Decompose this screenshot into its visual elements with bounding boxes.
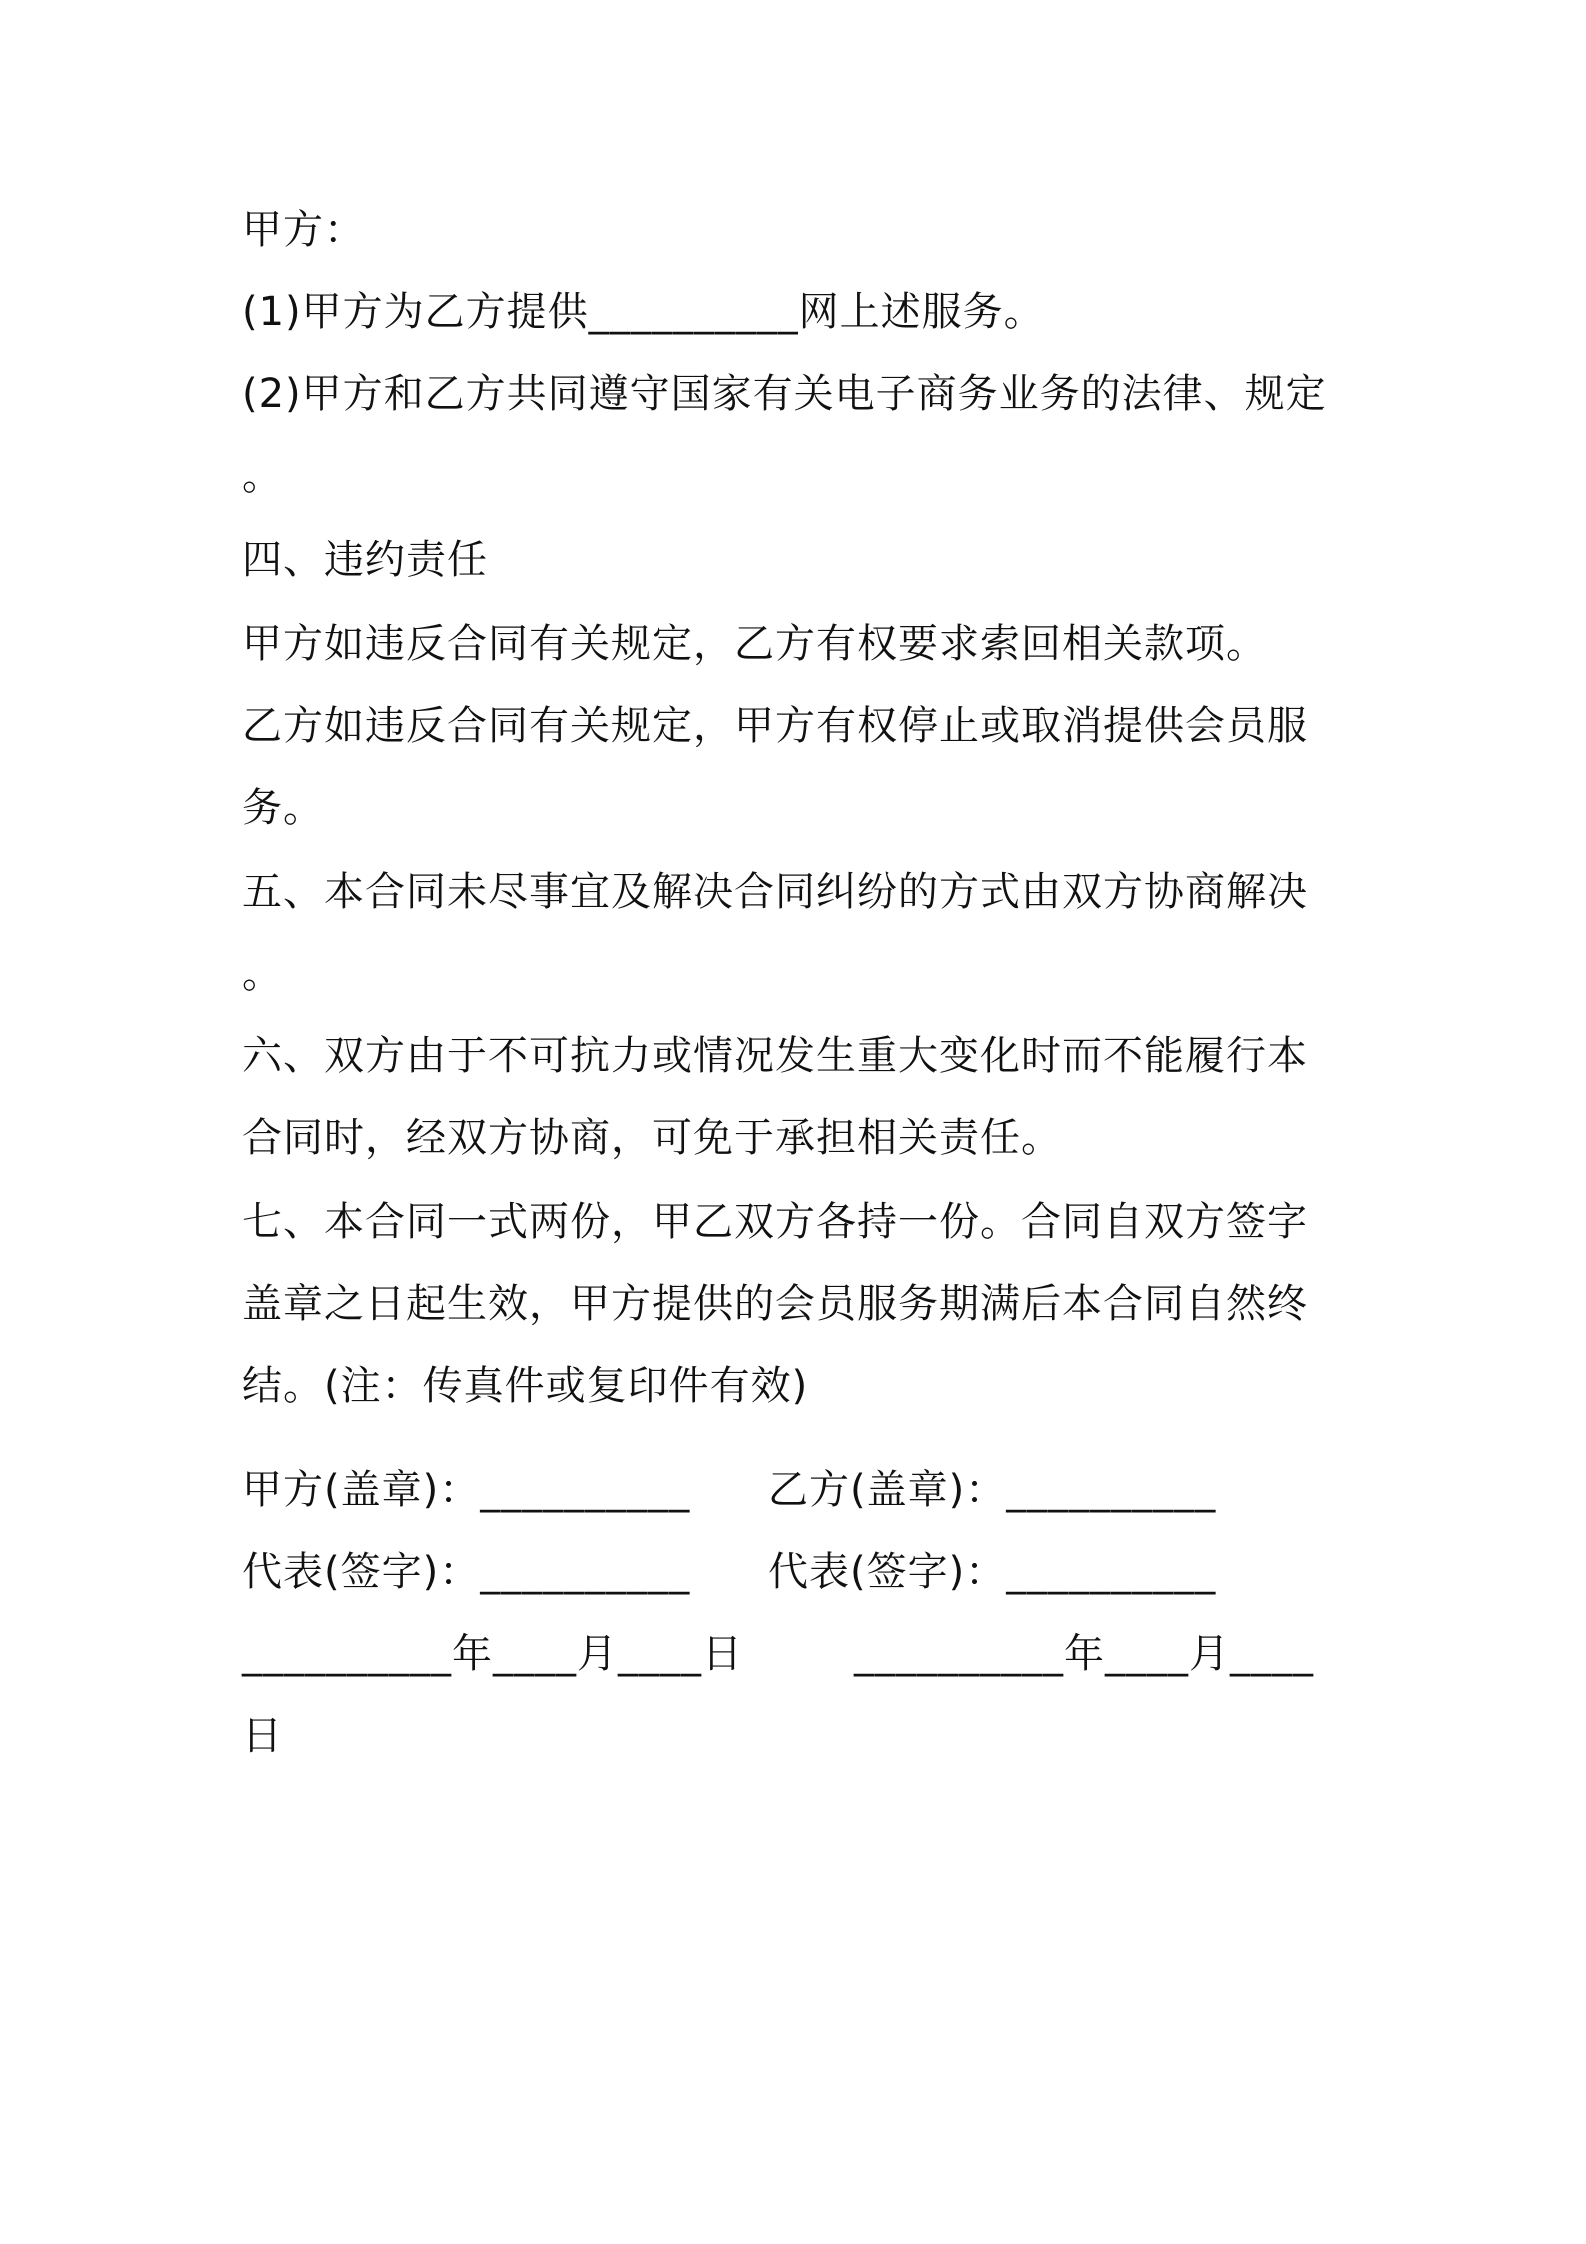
party-a-representative-field: 代表(签字)：__________ [242,1549,691,1595]
party-b-date-day-label: 日 [242,1713,283,1759]
clause-item-1: (1)甲方为乙方提供__________网上述服务。 [242,289,1045,335]
clause-item-2-continuation: 。 [242,453,283,499]
section-six-continuation: 合同时，经双方协商，可免于承担相关责任。 [242,1115,1062,1161]
section-five-continuation: 。 [242,951,283,997]
section-heading-breach: 四、违约责任 [242,537,488,583]
party-a-date-field: __________年____月____日 [242,1631,743,1677]
breach-clause-b: 乙方如违反合同有关规定，甲方有权停止或取消提供会员服 [242,703,1308,749]
section-five: 五、本合同未尽事宜及解决合同纠纷的方式由双方协商解决 [242,869,1308,915]
breach-clause-a: 甲方如违反合同有关规定，乙方有权要求索回相关款项。 [242,621,1267,667]
party-b-representative-field: 代表(签字)：__________ [768,1549,1217,1595]
party-b-seal-field: 乙方(盖章)：__________ [768,1467,1217,1513]
clause-item-2: (2)甲方和乙方共同遵守国家有关电子商务业务的法律、规定 [242,371,1327,417]
breach-clause-b-continuation: 务。 [242,785,324,831]
party-a-heading: 甲方： [242,207,365,253]
party-a-seal-field: 甲方(盖章)：__________ [242,1467,691,1513]
section-seven-line-2: 盖章之日起生效，甲方提供的会员服务期满后本合同自然终 [242,1281,1308,1327]
party-b-date-field: __________年____月____ [854,1631,1314,1677]
section-seven: 七、本合同一式两份，甲乙双方各持一份。合同自双方签字 [242,1199,1308,1245]
section-seven-line-3: 结。(注：传真件或复印件有效) [242,1363,809,1409]
section-six: 六、双方由于不可抗力或情况发生重大变化时而不能履行本 [242,1033,1308,1079]
